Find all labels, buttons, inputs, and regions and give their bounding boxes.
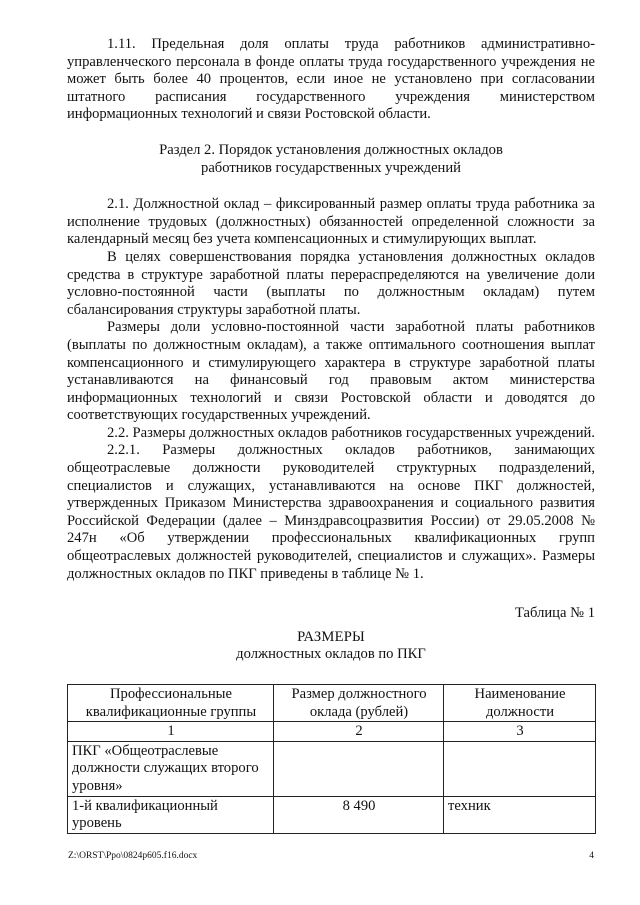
paragraph-2-2: 2.2. Размеры должностных окладов работников государственных учреждений.: [107, 424, 595, 441]
table-number-row: [68, 722, 596, 742]
column-number-1: 1: [68, 722, 274, 742]
cell-position: [444, 741, 596, 796]
paragraph-2-2-1: 2.2.1. Размеры должностных окладов работников, занимающих общеотраслевые должности руководителей структурных подразделений, специалистов и служащих, устанавливаются на основе ПКГ должностей, утвержденных Приказом Министерства здравоохранения и социального развития Российской Федерации (далее – Минздравсоцразвития России) от 29.05.2008 № 247н «Об утверждении профессиональных квалификационных групп общеотраслевых должностей руководителей, специалистов и служащих». Размеры должностных окладов по ПКГ приведены в таблице № 1.: [67, 442, 595, 582]
column-number-2: 2: [274, 722, 444, 742]
cell-salary: 8 490: [274, 796, 444, 833]
cell-salary: [274, 741, 444, 796]
section-2-heading: [67, 142, 595, 177]
paragraph-optimize: В целях совершенствования порядка установления должностных окладов средства в структуре заработной платы перераспределяются на увеличение доли условно-постоянной части (выплаты по должностным окладам) путем сбалансирования структуры заработной платы.: [67, 248, 595, 318]
table-title: РАЗМЕРЫ: [297, 628, 365, 645]
table-header-row: [68, 685, 596, 722]
section-title-line2: работников государственных учреждений: [201, 159, 461, 176]
cell-group: ПКГ «Общеотраслевые должности служащих второго уровня»: [68, 741, 274, 796]
page-number: 4: [589, 851, 594, 861]
header-groups: Профессиональные квалификационные группы: [68, 685, 274, 722]
table-subtitle: должностных окладов по ПКГ: [236, 646, 426, 663]
paragraph-sizes: Размеры доли условно-постоянной части заработной платы работников (выплаты по должностным окладам), а также оптимального соотношения выплат компенсационного и стимулирующего характера в структуре заработной платы устанавливаются на финансовый год правовым актом министерства информационных технологий и связи Ростовской области и доводятся до соответствующих государственных учреждений.: [67, 319, 595, 424]
table-row: [68, 796, 596, 833]
header-salary: Размер должностного оклада (рублей): [274, 685, 444, 722]
document-page: [67, 36, 595, 834]
paragraph-1-11: 1.11. Предельная доля оплаты труда работников административно-управленческого персонала в фонде оплаты труда государственного учреждения не может быть более 40 процентов, если иное не установлено при согласовании штатного расписания государственного учреждения министерством информационных технологий и связи Ростовской области.: [67, 36, 595, 123]
file-path: Z:\ORST\Ppo\0824p605.f16.docx: [68, 851, 198, 861]
page-footer: [68, 851, 594, 861]
header-position: Наименование должности: [444, 685, 596, 722]
table-row: [68, 741, 596, 796]
salary-table: [67, 684, 596, 834]
column-number-3: 3: [444, 722, 596, 742]
cell-position: техник: [444, 796, 596, 833]
cell-group: 1-й квалификационный уровень: [68, 796, 274, 833]
table-label: Таблица № 1: [515, 605, 595, 622]
section-title-line1: Раздел 2. Порядок установления должностных окладов: [159, 141, 503, 158]
paragraph-2-1: 2.1. Должностной оклад – фиксированный размер оплаты труда работника за исполнение трудовых (должностных) обязанностей определенной сложности за календарный месяц без учета компенсационных и стимулирующих выплат.: [67, 196, 595, 248]
